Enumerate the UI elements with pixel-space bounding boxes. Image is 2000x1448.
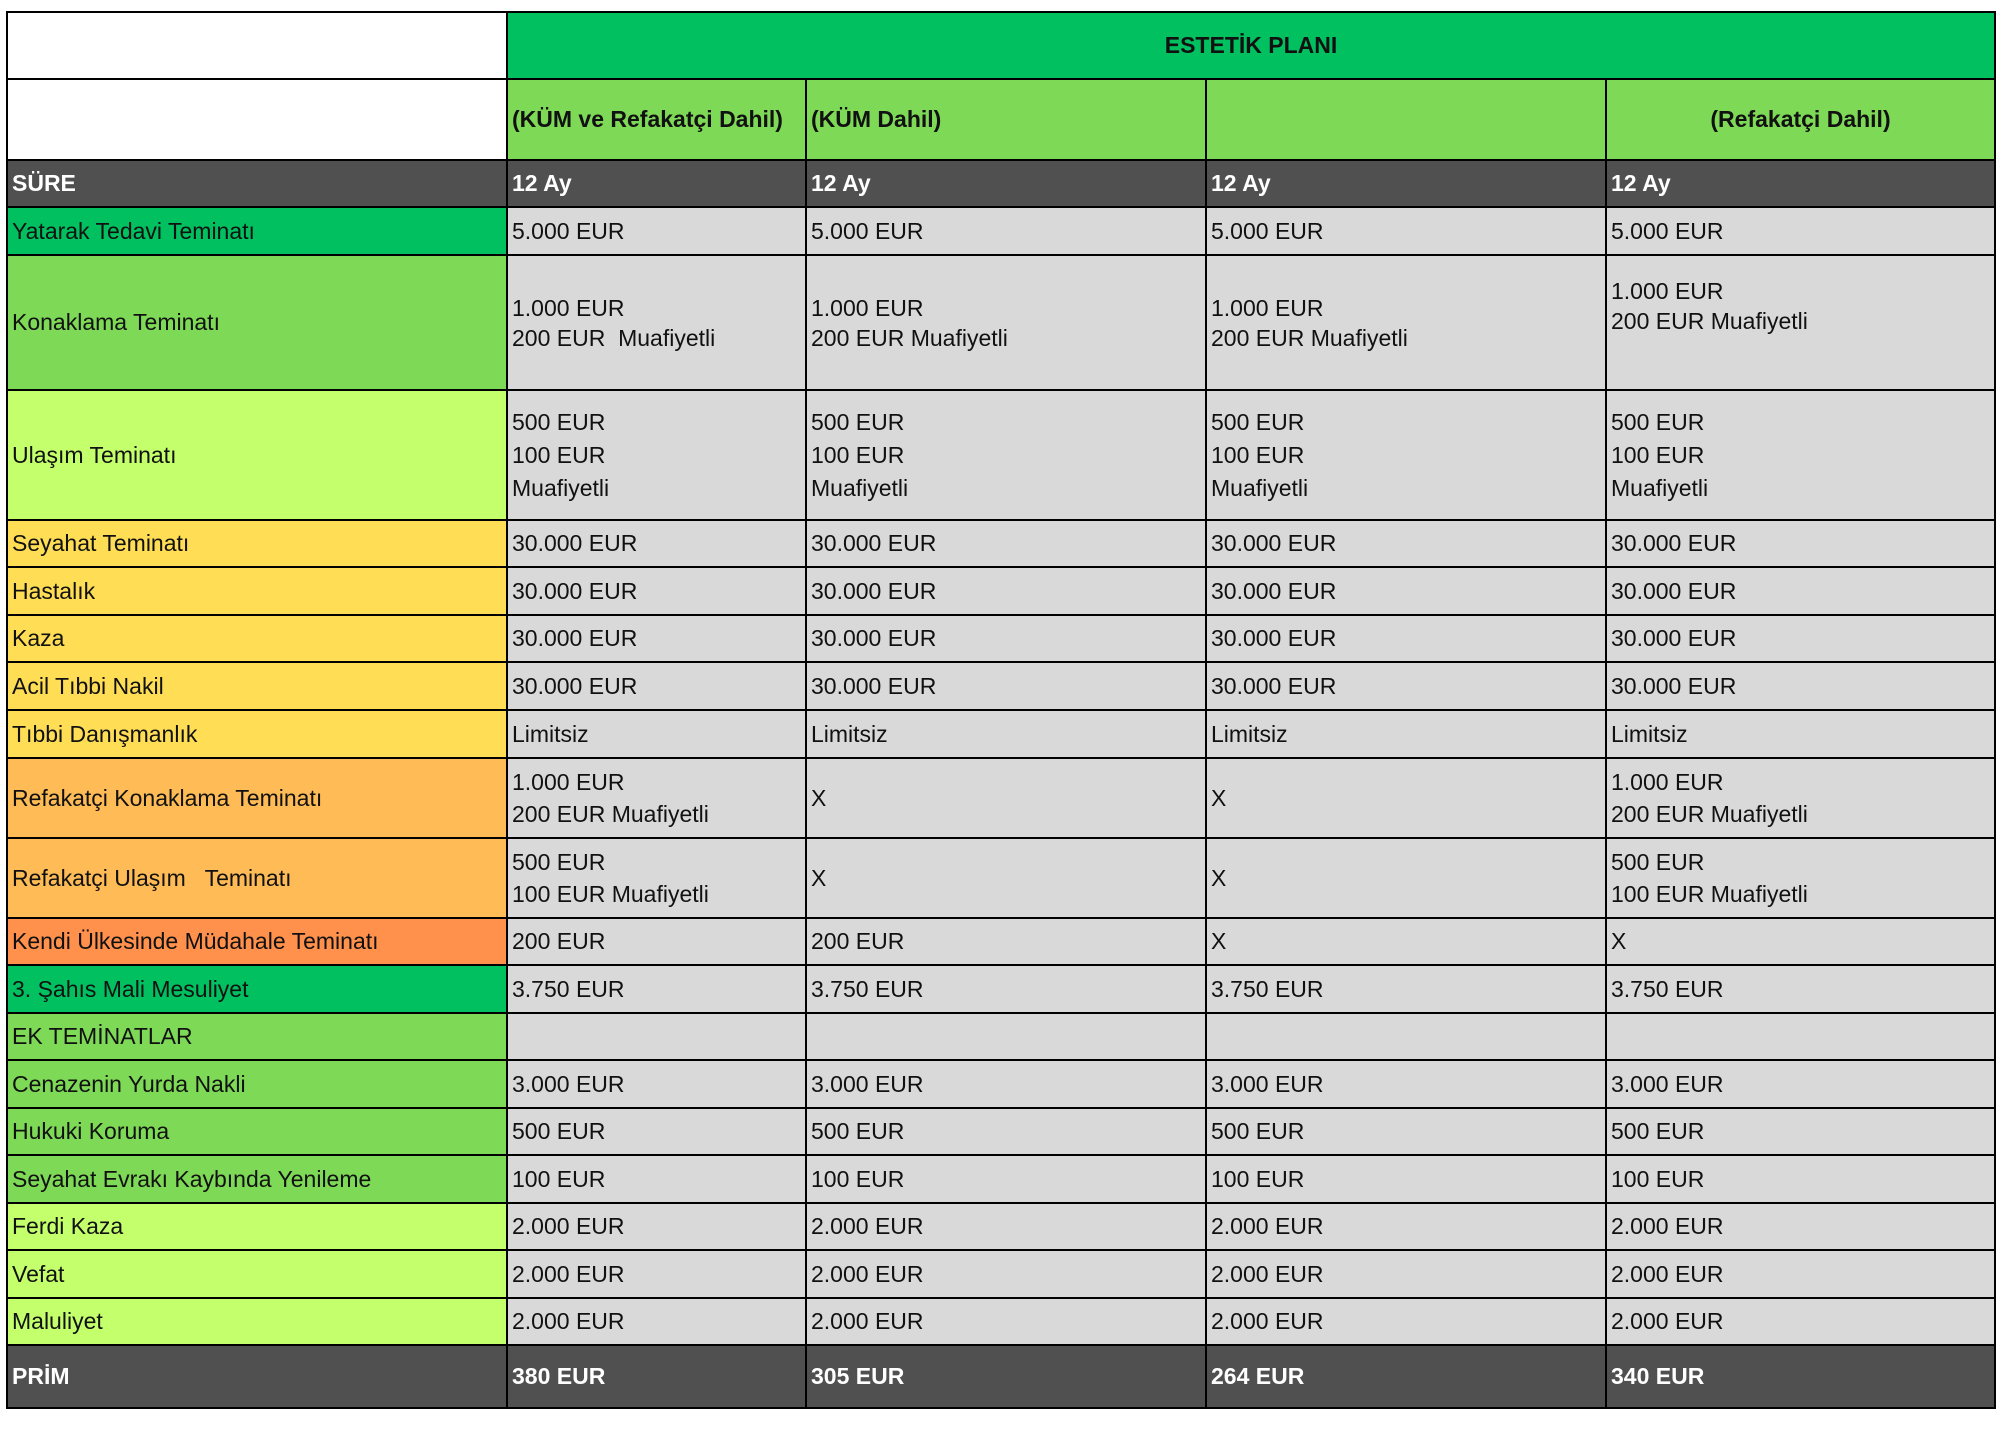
coverage-row (7, 662, 1995, 710)
coverage-value (507, 207, 806, 255)
coverage-value-line: 200 EUR (811, 928, 905, 954)
coverage-value-line: 2.000 EUR (1211, 1260, 1324, 1287)
coverage-value (1606, 1108, 1995, 1155)
coverage-value-line: 500 EUR (1611, 408, 1705, 435)
coverage-value (507, 567, 806, 615)
coverage-row (7, 615, 1995, 662)
coverage-value-line: 500 EUR (1211, 1118, 1305, 1144)
coverage-value-line: 1.000 EUR (1611, 278, 1724, 304)
coverage-value (507, 615, 806, 662)
coverage-row (7, 710, 1995, 758)
coverage-value-line: 30.000 EUR (1611, 672, 1737, 699)
coverage-row (7, 1013, 1995, 1060)
coverage-value-line: 100 EUR (1211, 441, 1305, 468)
duration-value: 12 Ay (806, 160, 1206, 207)
coverage-value (1606, 207, 1995, 255)
coverage-value-line: Muafiyetli (512, 474, 610, 501)
coverage-value-line: 100 EUR (811, 441, 905, 468)
coverage-row (7, 255, 1995, 390)
coverage-value-line: 30.000 EUR (1611, 577, 1737, 604)
coverage-value (806, 1155, 1206, 1203)
coverage-row (7, 1203, 1995, 1250)
coverage-value (1206, 758, 1606, 838)
coverage-value-line: 200 EUR Muafiyetli (811, 324, 1008, 351)
coverage-row (7, 1250, 1995, 1298)
coverage-value (1606, 838, 1995, 918)
coverage-value-line: 1.000 EUR (811, 294, 924, 321)
coverage-value (1606, 567, 1995, 615)
column-header: (KÜM Dahil) (806, 79, 1206, 160)
coverage-row (7, 1060, 1995, 1108)
coverage-value (1206, 838, 1606, 918)
coverage-label: Kendi Ülkesinde Müdahale Teminatı (7, 918, 507, 965)
coverage-value-line: Muafiyetli (811, 474, 909, 501)
coverage-value (1206, 1060, 1606, 1108)
coverage-value-line: 100 EUR (811, 1165, 905, 1192)
coverage-label: Seyahat Teminatı (7, 520, 507, 567)
coverage-value-line: 500 EUR (512, 408, 606, 435)
coverage-value (1606, 965, 1995, 1013)
coverage-label: Maluliyet (7, 1298, 507, 1345)
coverage-value-line: 3.000 EUR (811, 1070, 924, 1097)
coverage-row (7, 838, 1995, 918)
coverage-value (507, 1203, 806, 1250)
duration-value: 12 Ay (1606, 160, 1995, 207)
coverage-value-line: 30.000 EUR (512, 577, 638, 604)
coverage-value-line: 30.000 EUR (1211, 577, 1337, 604)
coverage-value (1606, 1298, 1995, 1345)
coverage-value (1206, 390, 1606, 520)
coverage-value (507, 758, 806, 838)
coverage-value-line: 200 EUR (512, 928, 606, 954)
coverage-value-line: 3.750 EUR (512, 975, 625, 1002)
duration-value: 12 Ay (1206, 160, 1606, 207)
coverage-value-line: 500 EUR (512, 849, 606, 875)
coverage-value (1206, 567, 1606, 615)
coverage-value-line: X (1211, 785, 1227, 811)
duration-row (7, 160, 1995, 207)
coverage-value (507, 1060, 806, 1108)
coverage-value-line: 500 EUR (1211, 408, 1305, 435)
coverage-value-line: Limitsiz (512, 720, 589, 747)
coverage-value (1206, 710, 1606, 758)
coverage-value (1606, 758, 1995, 838)
coverage-value (1606, 710, 1995, 758)
coverage-value (1606, 918, 1995, 965)
coverage-value (1206, 662, 1606, 710)
coverage-value (1206, 1013, 1606, 1060)
duration-label: SÜRE (7, 160, 507, 207)
coverage-value-line: 5.000 EUR (811, 217, 924, 244)
coverage-value (1206, 918, 1606, 965)
coverage-value-line: 30.000 EUR (1211, 530, 1337, 556)
coverage-row (7, 758, 1995, 838)
premium-value: 264 EUR (1206, 1345, 1606, 1408)
coverage-value-line: 100 EUR (1611, 1165, 1705, 1192)
coverage-label: Vefat (7, 1250, 507, 1298)
coverage-value-line: 100 EUR Muafiyetli (1611, 881, 1808, 907)
coverage-value-line: 2.000 EUR (1611, 1213, 1724, 1239)
coverage-label: Hukuki Koruma (7, 1108, 507, 1155)
coverage-value (806, 1203, 1206, 1250)
coverage-value (1606, 1250, 1995, 1298)
coverage-row (7, 520, 1995, 567)
corner-cell-top (7, 12, 507, 79)
duration-value: 12 Ay (507, 160, 806, 207)
coverage-row (7, 965, 1995, 1013)
coverage-value (1606, 615, 1995, 662)
coverage-value (1206, 965, 1606, 1013)
coverage-value (806, 255, 1206, 390)
coverage-value-line: 500 EUR (1611, 849, 1705, 875)
coverage-value (1206, 615, 1606, 662)
coverage-label: Hastalık (7, 567, 507, 615)
premium-value: 380 EUR (507, 1345, 806, 1408)
column-header: (KÜM ve Refakatçi Dahil) (507, 79, 806, 160)
coverage-label: Konaklama Teminatı (7, 255, 507, 390)
coverage-rows (7, 207, 1995, 1345)
coverage-value-line: 500 EUR (811, 408, 905, 435)
coverage-value-line: 100 EUR (1211, 1165, 1305, 1192)
coverage-label: Seyahat Evrakı Kaybında Yenileme (7, 1155, 507, 1203)
coverage-label: Ferdi Kaza (7, 1203, 507, 1250)
coverage-label: Refakatçi Ulaşım Teminatı (7, 838, 507, 918)
coverage-row (7, 918, 1995, 965)
coverage-value (806, 615, 1206, 662)
coverage-label: Acil Tıbbi Nakil (7, 662, 507, 710)
coverage-value-line: 200 EUR Muafiyetli (1211, 324, 1408, 351)
coverage-value (806, 1250, 1206, 1298)
coverage-value (806, 758, 1206, 838)
coverage-value (806, 965, 1206, 1013)
coverage-label: Yatarak Tedavi Teminatı (7, 207, 507, 255)
coverage-value-line: 2.000 EUR (1611, 1308, 1724, 1334)
coverage-value (1606, 1203, 1995, 1250)
column-header: (Refakatçi Dahil) (1606, 79, 1995, 160)
column-header (1206, 79, 1606, 160)
coverage-value-line: 30.000 EUR (1211, 672, 1337, 699)
coverage-row (7, 1298, 1995, 1345)
coverage-value-line: 30.000 EUR (811, 530, 937, 556)
coverage-value (1206, 520, 1606, 567)
coverage-value (507, 1298, 806, 1345)
coverage-value (1206, 255, 1606, 390)
coverage-label: Ulaşım Teminatı (7, 390, 507, 520)
coverage-value (1206, 1298, 1606, 1345)
coverage-value (1606, 390, 1995, 520)
coverage-row (7, 1108, 1995, 1155)
coverage-value (806, 1298, 1206, 1345)
coverage-value-line: 30.000 EUR (1611, 530, 1737, 556)
coverage-value (507, 838, 806, 918)
coverage-value-line: Muafiyetli (1611, 474, 1709, 501)
coverage-label: Cenazenin Yurda Nakli (7, 1060, 507, 1108)
coverage-value-line: X (1611, 928, 1627, 954)
coverage-value-line: 200 EUR Muafiyetli (1611, 308, 1808, 334)
coverage-value (806, 520, 1206, 567)
coverage-value-line: Muafiyetli (1211, 474, 1309, 501)
coverage-label: Refakatçi Konaklama Teminatı (7, 758, 507, 838)
coverage-label: Kaza (7, 615, 507, 662)
coverage-value (1606, 1013, 1995, 1060)
coverage-value (507, 662, 806, 710)
coverage-value-line: 3.750 EUR (811, 975, 924, 1002)
coverage-value-line: 1.000 EUR (512, 294, 625, 321)
coverage-value-line: 500 EUR (1611, 1118, 1705, 1144)
coverage-value-line: 3.000 EUR (1211, 1070, 1324, 1097)
coverage-value-line: 1.000 EUR (1211, 294, 1324, 321)
coverage-value (806, 710, 1206, 758)
coverage-value-line: 30.000 EUR (1611, 625, 1737, 651)
coverage-value-line: 2.000 EUR (1611, 1260, 1724, 1287)
coverage-value-line: 500 EUR (811, 1118, 905, 1144)
coverage-value (1206, 207, 1606, 255)
coverage-value-line: 30.000 EUR (811, 672, 937, 699)
coverage-value-line: 1.000 EUR (1611, 769, 1724, 795)
coverage-value-line: Limitsiz (811, 720, 888, 747)
coverage-value-line: 2.000 EUR (1211, 1213, 1324, 1239)
coverage-value-line: 5.000 EUR (1211, 217, 1324, 244)
coverage-value-line: 200 EUR Muafiyetli (512, 324, 716, 351)
coverage-value-line: Limitsiz (1211, 720, 1288, 747)
coverage-value (1606, 520, 1995, 567)
coverage-value-line: 2.000 EUR (811, 1260, 924, 1287)
coverage-value-line: 100 EUR (512, 1165, 606, 1192)
coverage-value (806, 207, 1206, 255)
coverage-value-line: Limitsiz (1611, 720, 1688, 747)
coverage-value-line: 30.000 EUR (811, 577, 937, 604)
coverage-value (806, 662, 1206, 710)
title-row (7, 12, 1995, 79)
coverage-value-line: 100 EUR (512, 441, 606, 468)
column-header-row (7, 79, 1995, 160)
coverage-value-line: 3.000 EUR (1611, 1070, 1724, 1097)
coverage-value-line: 5.000 EUR (512, 217, 625, 244)
coverage-label: Tıbbi Danışmanlık (7, 710, 507, 758)
coverage-value (806, 567, 1206, 615)
coverage-value-line: 5.000 EUR (1611, 217, 1724, 244)
coverage-value (1206, 1108, 1606, 1155)
coverage-row (7, 567, 1995, 615)
coverage-value-line: 30.000 EUR (512, 625, 638, 651)
coverage-value-line: 100 EUR (1611, 441, 1705, 468)
coverage-label: EK TEMİNATLAR (7, 1013, 507, 1060)
coverage-value (507, 1108, 806, 1155)
coverage-value (806, 1108, 1206, 1155)
coverage-value (1206, 1250, 1606, 1298)
corner-cell-bottom (7, 79, 507, 160)
coverage-value-line: X (1211, 865, 1227, 891)
coverage-value (1206, 1203, 1606, 1250)
coverage-value-line: X (811, 785, 827, 811)
coverage-value (507, 255, 806, 390)
coverage-label: 3. Şahıs Mali Mesuliyet (7, 965, 507, 1013)
coverage-value-line: 30.000 EUR (1211, 625, 1337, 651)
coverage-value (507, 1250, 806, 1298)
coverage-value (806, 918, 1206, 965)
coverage-value (1606, 1155, 1995, 1203)
coverage-value (1606, 1060, 1995, 1108)
coverage-value-line: 2.000 EUR (811, 1308, 924, 1334)
coverage-value (806, 390, 1206, 520)
premium-label: PRİM (7, 1345, 507, 1408)
coverage-value (1606, 255, 1995, 390)
coverage-value-line: 2.000 EUR (512, 1260, 625, 1287)
coverage-value-line: 2.000 EUR (1211, 1308, 1324, 1334)
coverage-value-line: 1.000 EUR (512, 769, 625, 795)
coverage-value-line: 30.000 EUR (811, 625, 937, 651)
coverage-value-line: 3.750 EUR (1211, 975, 1324, 1002)
coverage-value (1206, 1155, 1606, 1203)
coverage-row (7, 1155, 1995, 1203)
coverage-value-line: 3.000 EUR (512, 1070, 625, 1097)
coverage-value-line: 2.000 EUR (811, 1213, 924, 1239)
coverage-value-line: 2.000 EUR (512, 1308, 625, 1334)
coverage-row (7, 207, 1995, 255)
coverage-value (806, 838, 1206, 918)
coverage-row (7, 390, 1995, 520)
coverage-value-line: X (1211, 928, 1227, 954)
coverage-value (1606, 662, 1995, 710)
coverage-value-line: 2.000 EUR (512, 1213, 625, 1239)
coverage-value-line: 500 EUR (512, 1118, 606, 1144)
coverage-value (806, 1013, 1206, 1060)
coverage-value (507, 520, 806, 567)
coverage-value (507, 1013, 806, 1060)
coverage-value-line: 200 EUR Muafiyetli (512, 801, 709, 827)
coverage-value-line: 200 EUR Muafiyetli (1611, 801, 1808, 827)
premium-row (7, 1345, 1995, 1408)
coverage-value-line: 30.000 EUR (512, 530, 638, 556)
coverage-value (507, 965, 806, 1013)
coverage-value (507, 918, 806, 965)
coverage-table (6, 11, 1996, 1409)
coverage-value-line: X (811, 865, 827, 891)
coverage-value-line: 3.750 EUR (1611, 975, 1724, 1002)
coverage-value (507, 1155, 806, 1203)
plan-title: ESTETİK PLANI (507, 12, 1995, 79)
coverage-value-line: 100 EUR Muafiyetli (512, 881, 709, 907)
premium-value: 305 EUR (806, 1345, 1206, 1408)
coverage-value (507, 390, 806, 520)
coverage-value (806, 1060, 1206, 1108)
coverage-value-line: 30.000 EUR (512, 672, 638, 699)
coverage-value (507, 710, 806, 758)
premium-value: 340 EUR (1606, 1345, 1995, 1408)
